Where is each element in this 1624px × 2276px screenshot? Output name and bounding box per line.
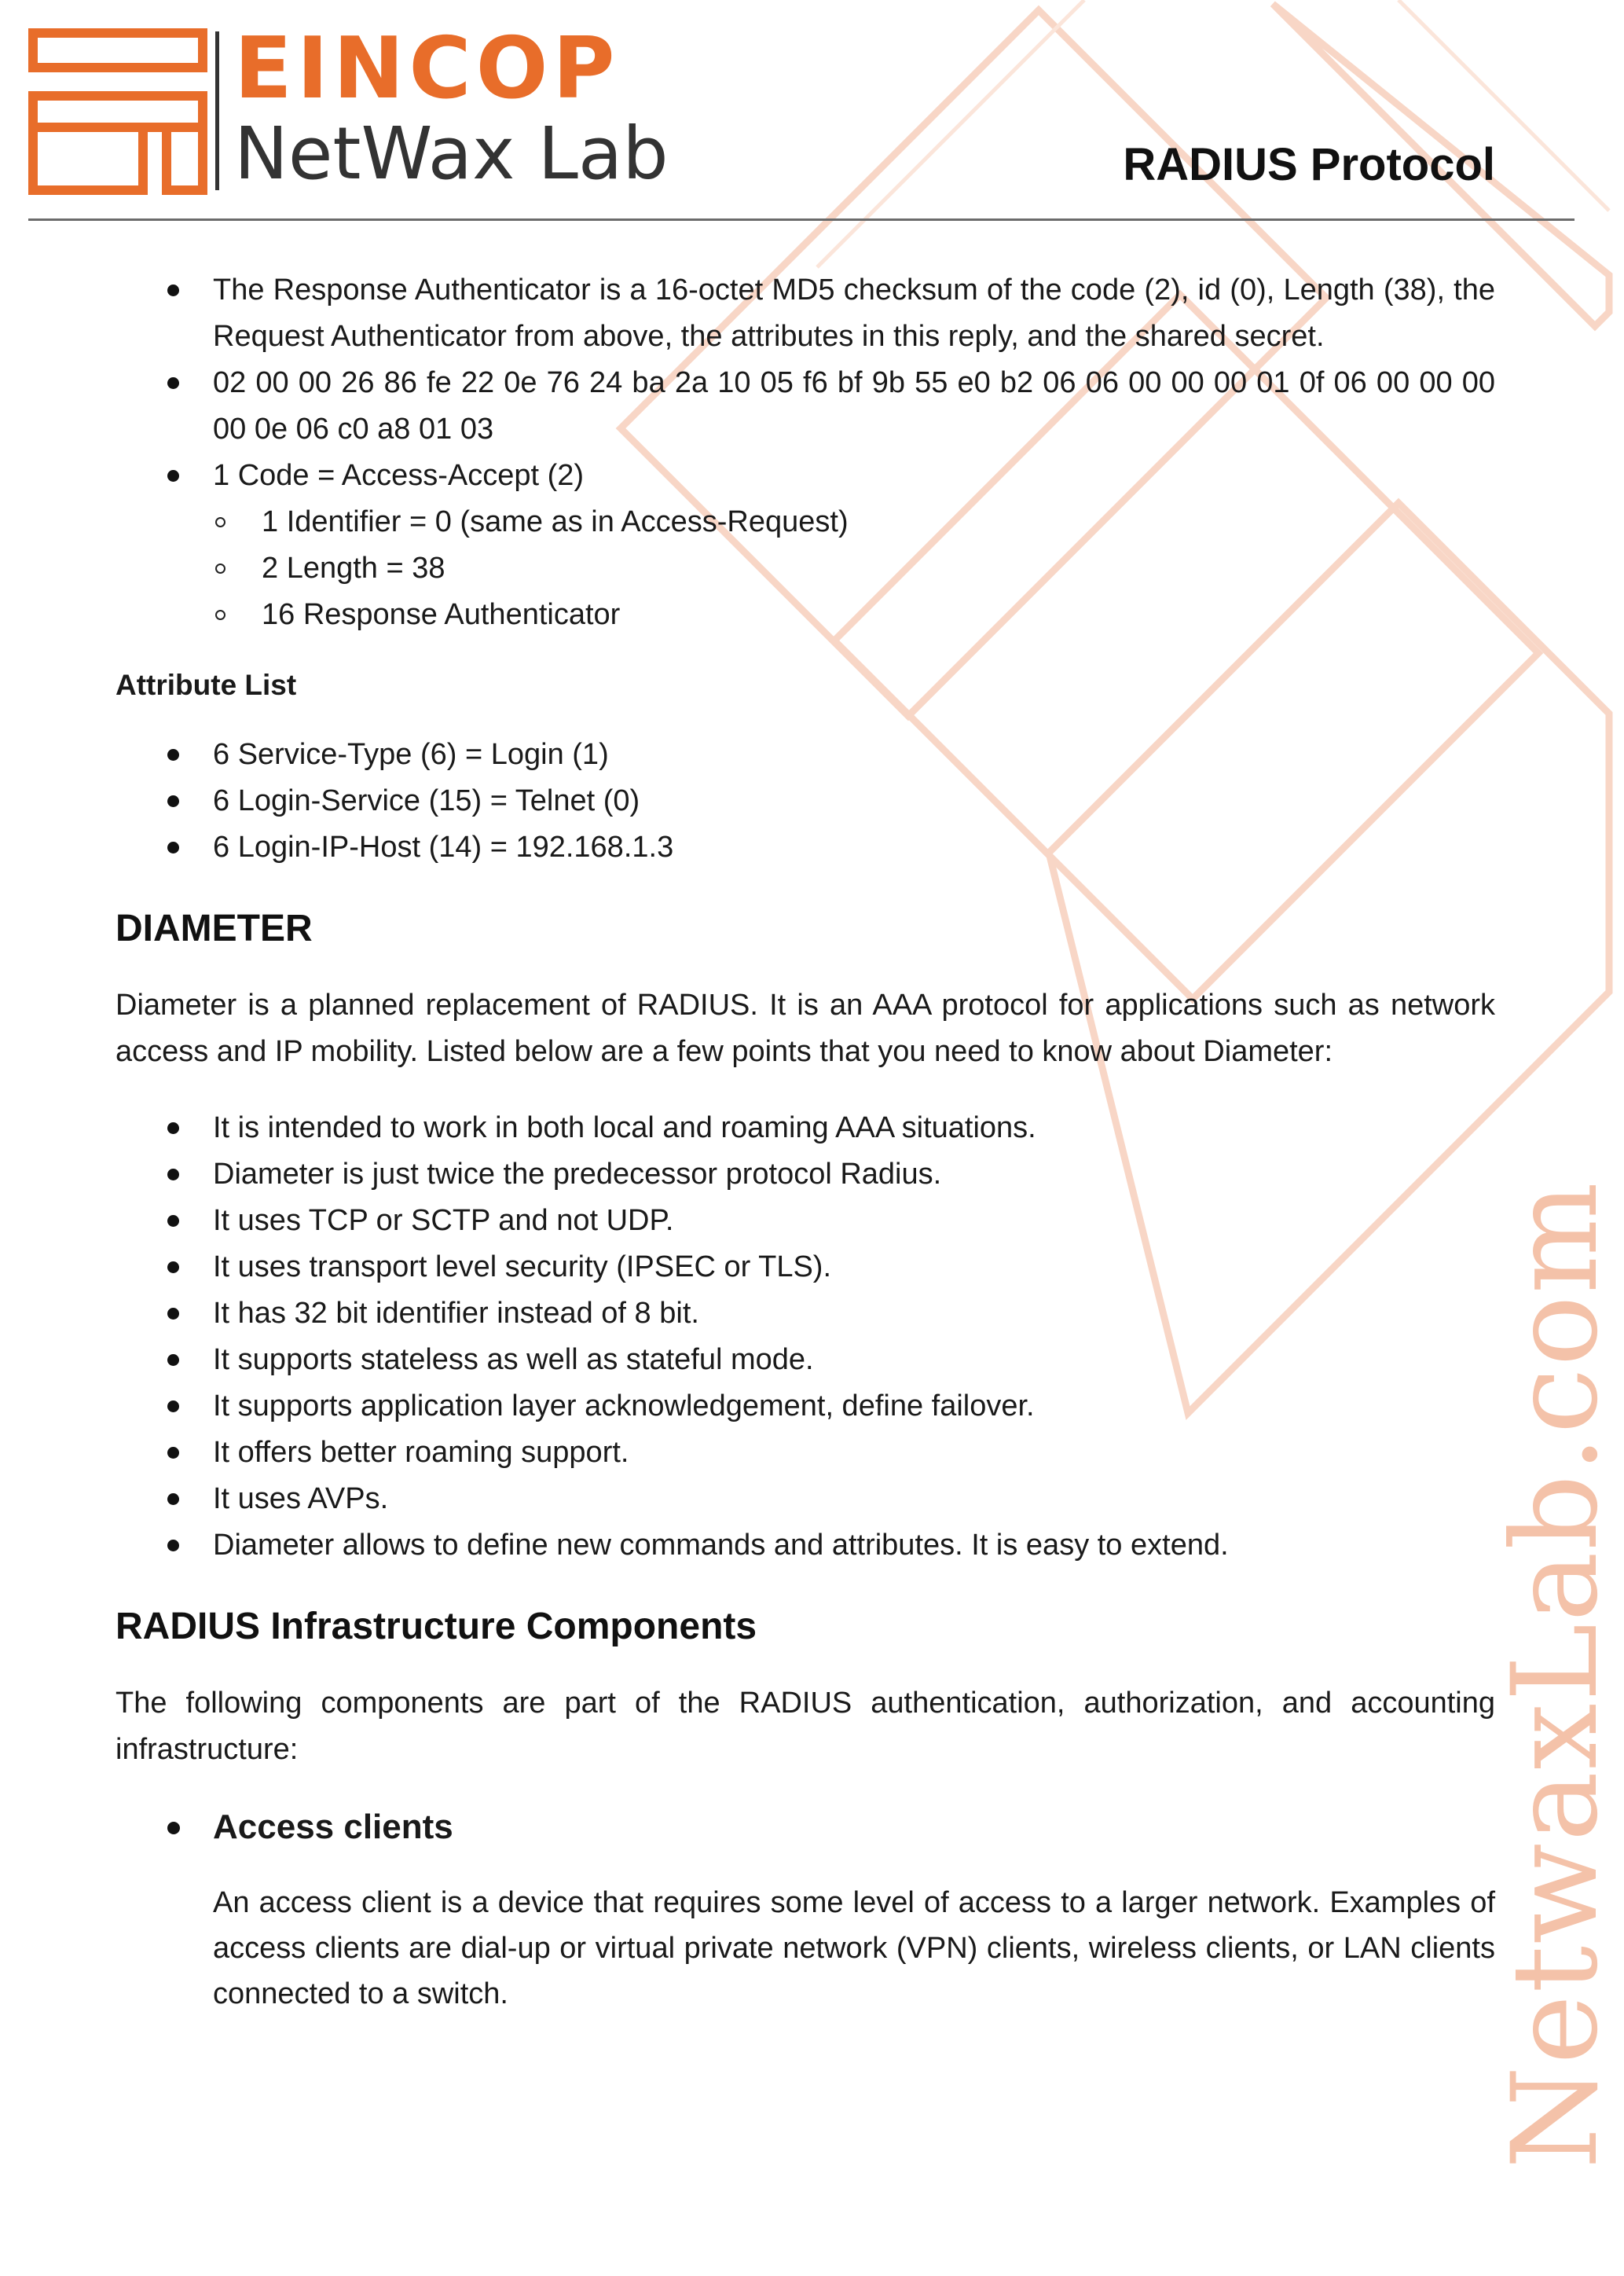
- infrastructure-heading: RADIUS Infrastructure Components: [115, 1606, 757, 1647]
- list-item: The Response Authenticator is a 16-octet MD5 checksum of the code (2), id (0), Length (38), the Request Authenticator from above, the attributes in this reply, and the shared secret.: [115, 267, 1495, 360]
- list-item: It uses transport level security (IPSEC or TLS).: [115, 1244, 1495, 1290]
- list-item: 6 Login-Service (15) = Telnet (0): [115, 778, 1495, 824]
- sub-bullet-list: [115, 499, 1495, 638]
- list-item: Diameter is just twice the predecessor protocol Radius.: [115, 1151, 1495, 1198]
- list-item: 16 Response Authenticator: [115, 592, 1495, 638]
- list-item: It uses TCP or SCTP and not UDP.: [115, 1198, 1495, 1244]
- list-item: It supports application layer acknowledgement, define failover.: [115, 1383, 1495, 1430]
- list-item: 02 00 00 26 86 fe 22 0e 76 24 ba 2a 10 05 f6 bf 9b 55 e0 b2 06 06 00 00 00 01 0f 06 00 00 00 00 0e 06 c0 a8 01 03: [115, 360, 1495, 453]
- list-item: 2 Length = 38: [115, 545, 1495, 592]
- attribute-list-heading: Attribute List: [115, 669, 297, 701]
- brand-subtitle: NetWax Lab: [234, 112, 669, 196]
- list-item: 1 Identifier = 0 (same as in Access-Request): [115, 499, 1495, 545]
- header-divider: [28, 218, 1575, 221]
- list-item: Diameter allows to define new commands and attributes. It is easy to extend.: [115, 1522, 1495, 1569]
- brand-name: EINCOP: [234, 20, 620, 118]
- list-item: 1 Code = Access-Accept (2): [115, 453, 1495, 499]
- infrastructure-paragraph: The following components are part of the RADIUS authentication, authorization, and accounting infrastructure:: [115, 1687, 1495, 1766]
- access-clients-paragraph: An access client is a device that requires some level of access to a larger network. Examples of access clients are dial-up or virtual private network (VPN) clients, wireless clients, or LAN clients connected to a switch.: [213, 1886, 1495, 2010]
- list-item: 6 Service-Type (6) = Login (1): [115, 732, 1495, 778]
- document-body: [115, 267, 1495, 2017]
- eincop-logo-icon: [28, 28, 209, 195]
- intro-bullet-list: [115, 267, 1495, 499]
- document-title: RADIUS Protocol: [1123, 139, 1495, 190]
- list-item: It supports stateless as well as stateful mode.: [115, 1337, 1495, 1383]
- diameter-paragraph: Diameter is a planned replacement of RADIUS. It is an AAA protocol for applications such as network access and IP mobility. Listed below are a few points that you need to know about Diameter:: [115, 989, 1495, 1068]
- access-clients-heading: Access clients: [115, 1803, 1495, 1852]
- attribute-bullet-list: [115, 732, 1495, 871]
- list-item: It is intended to work in both local and roaming AAA situations.: [115, 1105, 1495, 1151]
- list-item: It offers better roaming support.: [115, 1430, 1495, 1476]
- list-item: It has 32 bit identifier instead of 8 bit.: [115, 1290, 1495, 1337]
- watermark-text: NetwaxLab.com: [1487, 1180, 1624, 2169]
- list-item: It uses AVPs.: [115, 1476, 1495, 1522]
- diameter-bullet-list: [115, 1105, 1495, 1569]
- logo-divider: [215, 31, 219, 190]
- list-item: 6 Login-IP-Host (14) = 192.168.1.3: [115, 824, 1495, 871]
- diameter-heading: DIAMETER: [115, 908, 313, 949]
